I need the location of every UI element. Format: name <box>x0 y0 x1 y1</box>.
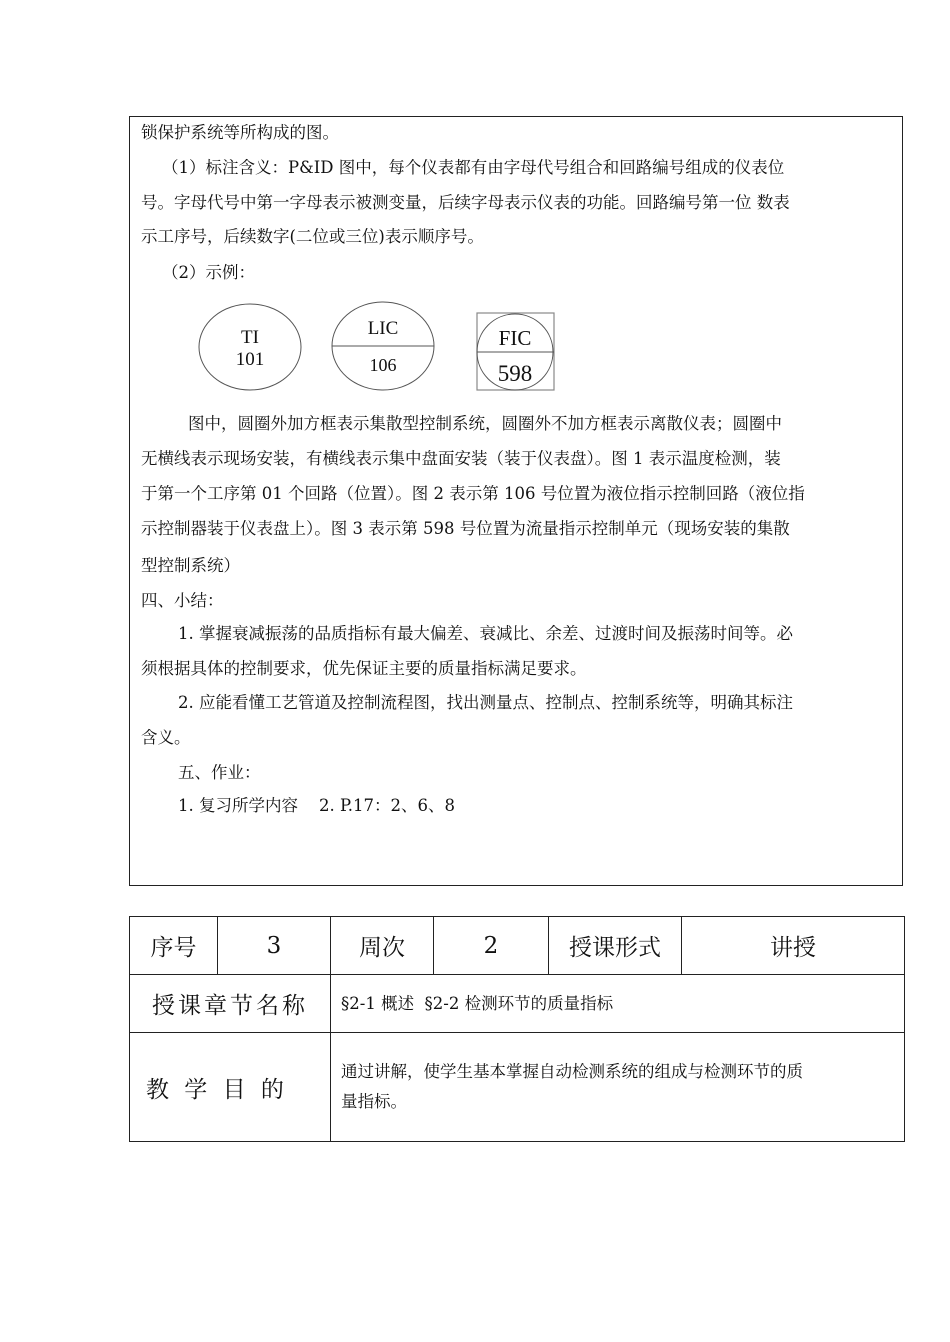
chapter-label: 授课章节名称 <box>130 975 331 1033</box>
symbol-lic-106 <box>332 302 434 390</box>
goal-line: 通过讲解，使学生基本掌握自动检测系统的组成与检测环节的质 <box>341 1062 803 1081</box>
text-line: 于第一个工序第 01 个回路（位置）。图 2 表示第 106 号位置为液位指示控制回路（液位指 <box>141 484 805 503</box>
text-line: 1. 掌握衰减振荡的品质指标有最大偏差、衰减比、余差、过渡时间及振荡时间等。必 <box>178 624 793 643</box>
seq-label: 序号 <box>130 917 218 975</box>
text-line: 锁保护系统等所构成的图。 <box>141 123 339 142</box>
symbol-tag: LIC <box>367 318 399 339</box>
chapter-value: §2-1 概述 §2-2 检测环节的质量指标 <box>331 975 905 1033</box>
symbol-fic-598 <box>477 313 554 390</box>
week-value: 2 <box>434 917 549 975</box>
text-line: （2）示例： <box>162 263 255 282</box>
section-heading: 四、小结： <box>141 591 224 610</box>
form-value: 讲授 <box>682 917 905 975</box>
text-line: 号。字母代号中第一字母表示被测变量，后续字母表示仪表的功能。回路编号第一位 数表 <box>141 193 790 212</box>
symbol-tag: FIC <box>498 326 532 350</box>
text-line: 示控制器装于仪表盘上）。图 3 表示第 598 号位置为流量指示控制单元（现场安装的集散 <box>141 519 790 538</box>
text-line: 图中，圆圈外加方框表示集散型控制系统，圆圈外不加方框表示离散仪表；圆圈中 <box>188 414 782 433</box>
form-label: 授课形式 <box>549 917 682 975</box>
text-line: 含义。 <box>141 728 191 747</box>
text-line: 示工序号，后续数字(二位或三位)表示顺序号。 <box>141 227 484 246</box>
goal-line: 量指标。 <box>341 1092 407 1111</box>
text-line: 无横线表示现场安装，有横线表示集中盘面安装（装于仪表盘）。图 1 表示温度检测，装 <box>141 449 781 468</box>
lesson-info-table <box>129 916 905 1142</box>
symbol-number: 101 <box>235 349 265 370</box>
text-line: 1. 复习所学内容 2. P.17：2、6、8 <box>178 796 455 815</box>
symbol-ti-101 <box>199 304 301 390</box>
section-heading: 五、作业： <box>178 763 261 782</box>
goal-value <box>331 1033 905 1142</box>
text-line: 型控制系统） <box>141 556 240 575</box>
lesson-content-box <box>129 116 903 886</box>
symbol-number: 106 <box>369 355 397 375</box>
week-label: 周次 <box>331 917 434 975</box>
seq-value: 3 <box>218 917 331 975</box>
text-line: 2. 应能看懂工艺管道及控制流程图，找出测量点、控制点、控制系统等，明确其标注 <box>178 693 793 712</box>
symbol-tag: TI <box>241 327 259 348</box>
goal-label: 教 学 目 的 <box>130 1033 331 1142</box>
instrument-symbol-diagram <box>190 301 570 397</box>
text-line: （1）标注含义：P&ID 图中，每个仪表都有由字母代号组合和回路编号组成的仪表位 <box>162 158 785 177</box>
text-line: 须根据具体的控制要求，优先保证主要的质量指标满足要求。 <box>141 659 587 678</box>
symbol-number: 598 <box>497 361 533 386</box>
